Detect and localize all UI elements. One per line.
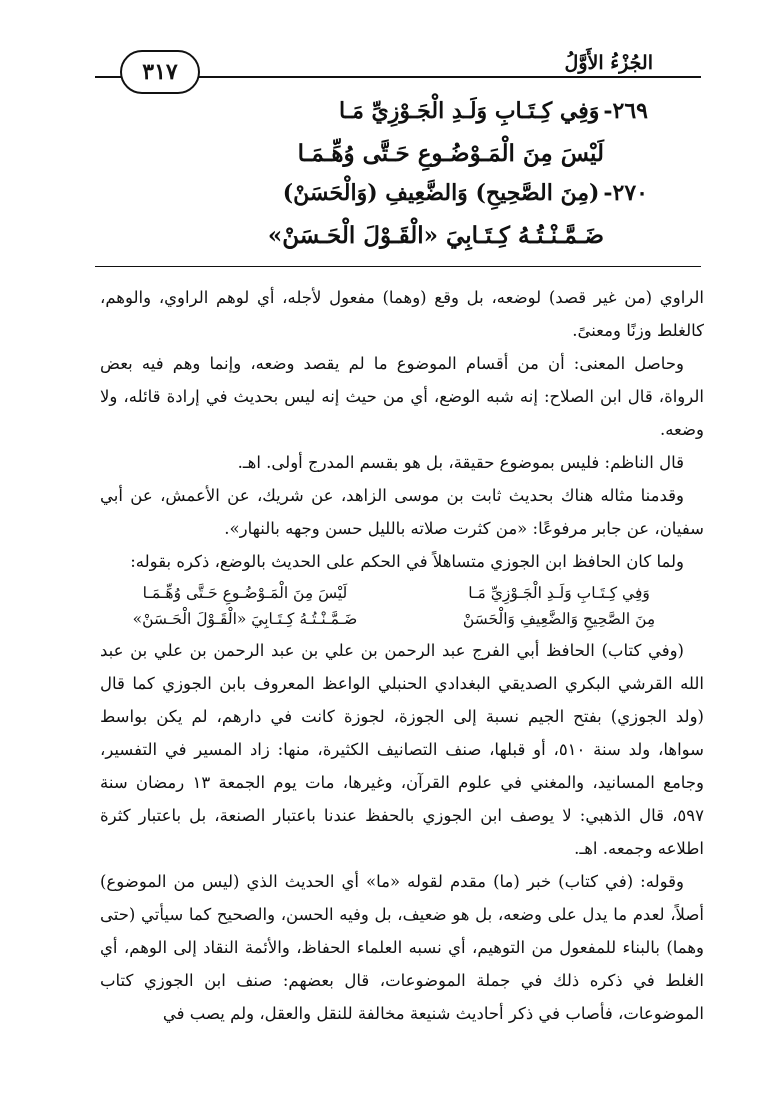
page-header (95, 48, 701, 98)
paragraph-1: الراوي (من غير قصد) لوضعه، بل وقع (وهما) مفعول لأجله، أي لوهم الراوي، والوهم، كالغلط وزنًا ومعنىً. (100, 288, 704, 340)
verse-separator-rule (95, 266, 701, 267)
poem-line-2-first: مِنَ الصَّحِيحِ وَالضَّعِيفِ وَالْحَسَنْ (462, 610, 656, 628)
commentary-text (100, 281, 704, 1030)
verse-270-second-hemistich (268, 222, 604, 249)
verse-269-text-b: لَيْسَ مِنَ الْمَـوْضُـوعِ حَـتَّى وُهِّـمَـا (297, 140, 604, 167)
verse-number-269: ٢٦٩- (603, 98, 648, 124)
verse-270-text-a: (مِنَ الصَّحِيحِ) وَالضَّعِيفِ (وَالْحَسَنْ) (282, 180, 600, 206)
poem-line-1 (100, 580, 704, 606)
verse-269-text-a: وَفِي كِـتَـابِ وَلَـدِ الْجَـوْزِيِّ مَـا (338, 98, 600, 124)
paragraph-3: قال الناظم: فليس بموضوع حقيقة، بل هو بقسم المدرج أولى. اهـ. (237, 453, 684, 472)
paragraph-2: وحاصل المعنى: أن من أقسام الموضوع ما لم يقصد وضعه، وإنما وهم فيه بعض الرواة، قال ابن الصلاح: إنه شبه الوضع، أي من حيث إنه ليس بحديث في إرادة قائله، ولا وضعه. (100, 354, 704, 439)
verse-269-second-hemistich (298, 140, 604, 167)
poem-line-2 (100, 606, 704, 632)
paragraph-5: ولما كان الحافظ ابن الجوزي متساهلاً في الحكم على الحديث بالوضع، ذكره بقوله: (130, 552, 684, 571)
poem-line-1-first: وَفِي كِـتَـابِ وَلَـدِ الْجَـوْزِيِّ مَـا (468, 584, 650, 602)
poem-line-1-second: لَيْسَ مِنَ الْمَـوْضُـوعِ حَـتَّى وُهِّـمَـا (142, 584, 348, 602)
verse-number-270: ٢٧٠- (603, 180, 648, 206)
running-title: الجُزْءُ الأَوَّلُ (555, 52, 663, 74)
paragraph-6: (وفي كتاب) الحافظ أبي الفرج عبد الرحمن بن علي بن عبد الرحمن بن علي بن عبد الله القرشي البكري الصديقي البغدادي الحنبلي الواعظ المعروف بابن الجوزي كما قال (ولد الجوزي) بفتح الجيم نسبة إلى الجوزة، لجوزة كانت في دارهم، لم يكن بواسط سواها، ولد سنة ٥١٠، أو قبلها، صنف التصانيف الكثيرة، منها: زاد المسير في التفسير، وجامع المسانيد، والمغني في علوم القرآن، وغيرها، مات يوم الجمعة ١٣ رمضان سنة ٥٩٧، قال الذهبي: لا يوصف ابن الجوزي بالحفظ عندنا باعتبار الصنعة، بل باعتبار كثرة اطلاعه وجمعه. اهـ. (100, 641, 704, 858)
page-number-badge: ٣١٧ (120, 50, 200, 94)
verse-270-first-hemistich (283, 180, 648, 206)
verse-269-first-hemistich (339, 98, 648, 124)
paragraph-4: وقدمنا مثاله هناك بحديث ثابت بن موسى الزاهد، عن شريك، عن الأعمش، عن أبي سفيان، عن جابر مرفوعًا: «من كثرت صلاته بالليل حسن وجهه بالنهار». (100, 486, 704, 538)
poem-line-2-second: ضَـمَّـنْـتُـهُ كِـتَـابِيَ «الْقَـوْلَ الْحَـسَنْ» (132, 610, 358, 628)
paragraph-7: وقوله: (في كتاب) خبر (ما) مقدم لقوله «ما» أي الحديث الذي (ليس من الموضوع) أصلاً، لعدم ما يدل على وضعه، بل هو ضعيف، بل وفيه الحسن، والصحيح كما سيأتي (حتى وهما) بالبناء للمفعول من التوهيم، أي نسبه العلماء الحفاظ، والأئمة النقاد إلى الوهم، أي الغلط في ذكره ذلك في جملة الموضوعات، قال بعضهم: صنف ابن الجوزي كتاب الموضوعات، فأصاب في ذكر أحاديث شنيعة مخالفة للنقل والعقل، ولم يصب في (100, 872, 704, 1023)
inline-poem (100, 580, 704, 632)
verse-270-text-b: ضَـمَّـنْـتُـهُ كِـتَـابِيَ «الْقَـوْلَ الْحَـسَنْ» (267, 222, 604, 249)
